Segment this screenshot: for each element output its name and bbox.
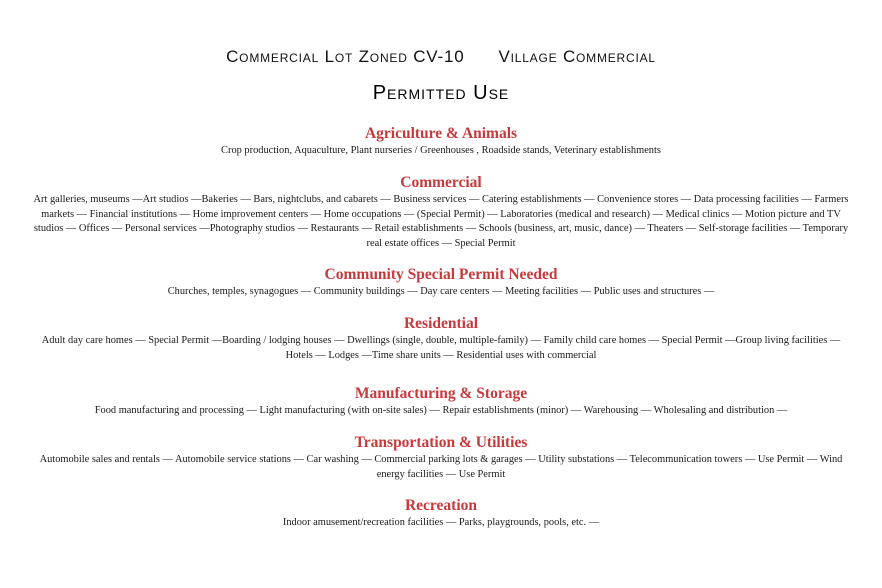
section-agriculture bbox=[28, 124, 854, 159]
page-title: Permitted Use bbox=[372, 82, 510, 104]
section-residential bbox=[28, 314, 854, 363]
section-heading: Commercial bbox=[400, 174, 482, 191]
section-uses: Indoor amusement/recreation facilities — Parks, playgrounds, pools, etc. — bbox=[282, 517, 600, 528]
section-manufacturing bbox=[28, 384, 854, 419]
section-uses: Crop production, Aquaculture, Plant nurseries / Greenhouses , Roadside stands, Veterinary establishments bbox=[221, 145, 661, 156]
section-recreation bbox=[28, 496, 854, 531]
section-heading: Community Special Permit Needed bbox=[324, 266, 558, 283]
section-heading: Recreation bbox=[404, 497, 478, 514]
section-uses: Automobile sales and rentals — Automobile service stations — Car washing — Commercial parking lots & garages — Utility substations — Telecommunication towers — Use Permit — Wind energy facilities — Use Permit bbox=[39, 454, 843, 480]
section-heading: Transportation & Utilities bbox=[354, 434, 528, 451]
section-uses: Churches, temples, synagogues — Community buildings — Day care centers — Meeting facilities — Public uses and structures — bbox=[167, 286, 715, 297]
section-uses: Art galleries, museums —Art studios —Bakeries — Bars, nightclubs, and cabarets — Business services — Catering establishments — Convenience stores — Data processing facilities — Farmers markets — Financial institutions — Home improvement centers — Home occupations — (Special Permit) — Laboratories (medical and research) — Medical clinics — Motion picture and TV studios — Offices — Personal services —Photography studios — Restaurants — Retail establishments — Schools (business, art, music, dance) — Theaters — Self-storage facilities — Temporary real estate offices — Special Permit bbox=[33, 194, 849, 249]
zoning-header bbox=[0, 47, 882, 67]
section-heading: Residential bbox=[403, 315, 479, 332]
section-commercial bbox=[28, 173, 854, 251]
district-label: Village Commercial bbox=[498, 47, 656, 66]
section-uses: Adult day care homes — Special Permit —Boarding / lodging houses — Dwellings (single, double, multiple-family) — Family child care homes — Special Permit —Group living facilities — Hotels — Lodges —Time share units — Residential uses with commercial bbox=[41, 335, 841, 361]
section-transportation bbox=[28, 433, 854, 482]
section-heading: Agriculture & Animals bbox=[364, 125, 518, 142]
section-heading: Manufacturing & Storage bbox=[354, 385, 528, 402]
lot-zone-label: Commercial Lot Zoned CV-10 bbox=[226, 47, 465, 66]
section-uses: Food manufacturing and processing — Light manufacturing (with on-site sales) — Repair establishments (minor) — Warehousing — Wholesaling and distribution — bbox=[94, 405, 788, 416]
section-community bbox=[28, 265, 854, 300]
